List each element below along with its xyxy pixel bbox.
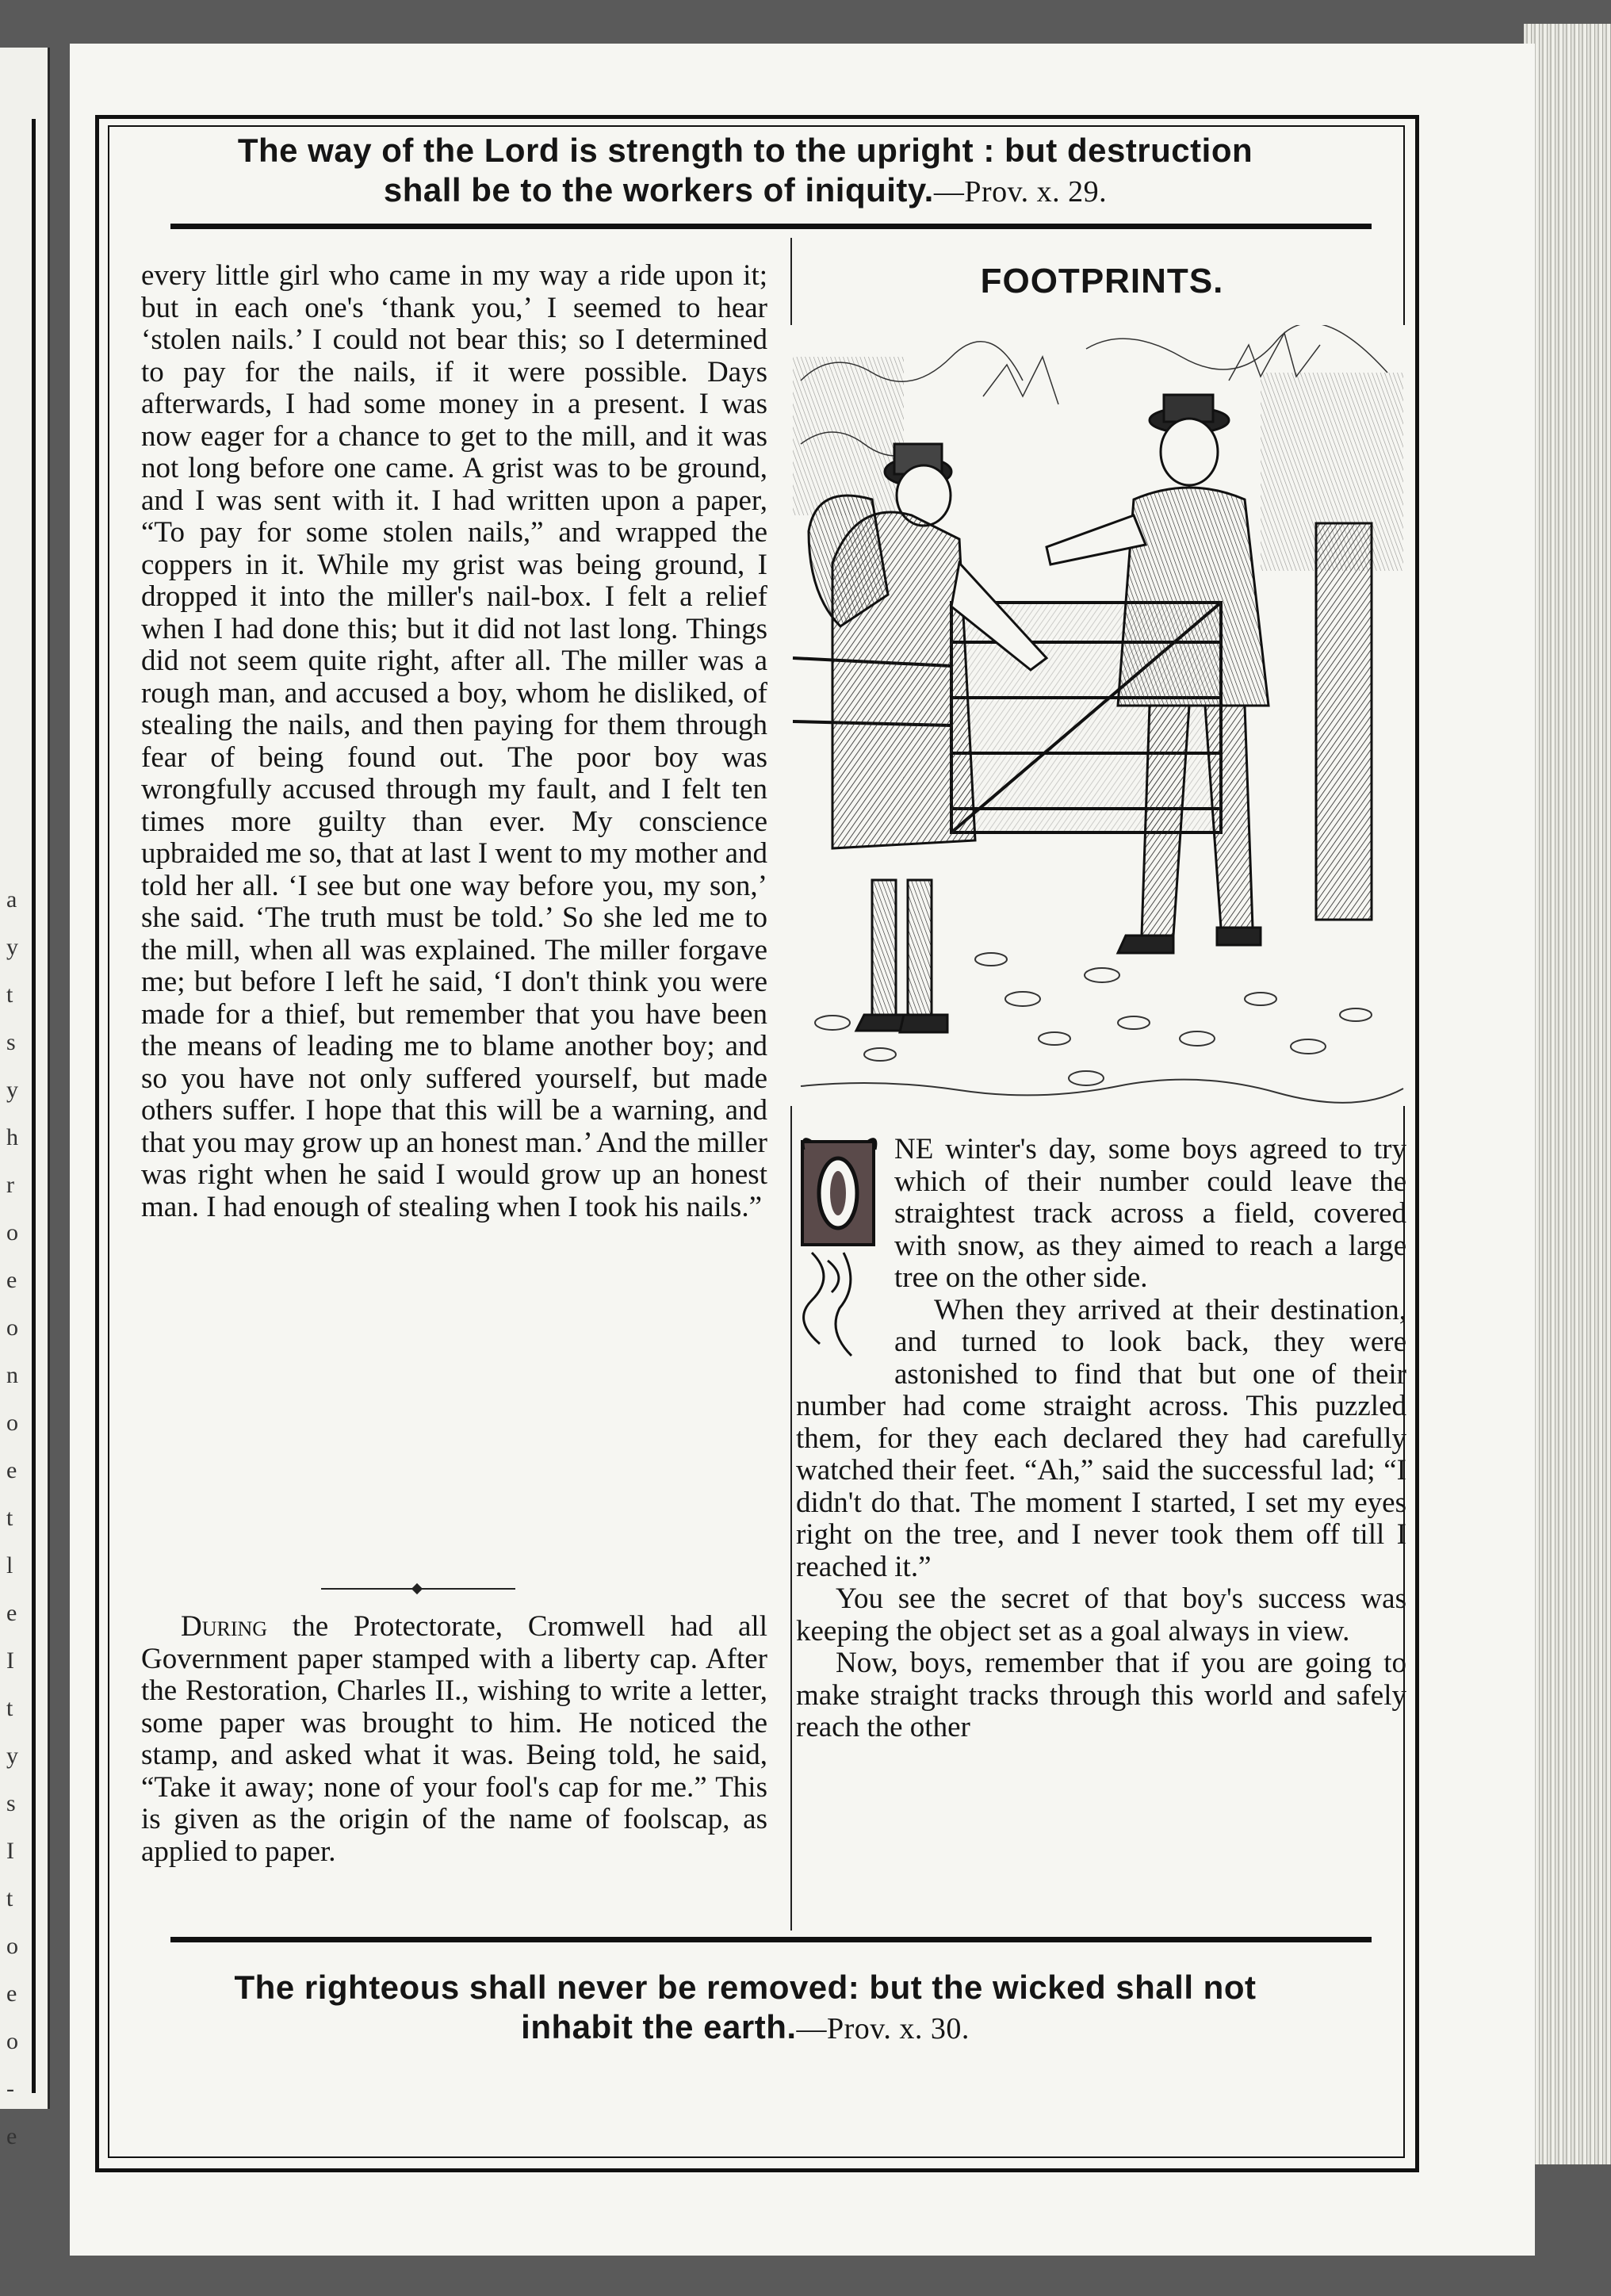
adjacent-page-fragment: e (6, 1457, 17, 1483)
adjacent-page-fragment: h (6, 1124, 18, 1150)
left-column (141, 260, 767, 1223)
cromwell-paragraph (141, 1611, 767, 1868)
story-ending-paragraph: every little girl who came in my way a ride upon it; but in each one's ‘thank you,’ I seemed to hear ‘stolen nails.’ I could not bear this; so I determined to pay for the nails, if it were possible. Days afterwards, I had some money in a present. I was now eager for a chance to get to the mill, and it was not long before one came. A grist was to be ground, and I was sent with it. I had written upon a paper, “To pay for some stolen nails,” and wrapped the coppers in it. While my grist was being ground, I dropped it into the miller's nail-box. I felt a relief when I had done this; but it did not last long. Things did not seem quite right, after all. The miller was a rough man, and accused a boy, whom he disliked, of stealing the nails, and then paying for them through fear of being found out. The poor boy was wrongfully accused through my fault, and I felt ten times more guilty than ever. My conscience upbraided me so, that at last I went to my mother and told her all. ‘I see but one way before you, my son,’ she said. ‘The truth must be told.’ So she led me to the mill, when all was explained. The miller forgave me; but before I left he said, ‘I don't think you were made for a thief, but remember that you have been the means of leading me to blame another boy; and so you have not only suffered yourself, but made others suffer. I hope that this will be a warning, and that you may grow up an honest man.’ And the miller was right when he said I would grow up an honest man. I had enough of stealing when I took his nails.” (141, 259, 767, 1223)
section-separator-ornament (321, 1588, 515, 1590)
adjacent-page-fragment: I (6, 1647, 14, 1674)
adjacent-page-fragment: e (6, 1267, 17, 1293)
adjacent-page-fragment: n (6, 1362, 18, 1388)
cromwell-text: the Protectorate, Cromwell had all Government paper stamped with a liberty cap. After the Restoration, Charles II., wishing to write a letter, some paper was brought to him. He noticed the stamp, and asked what it was. Being told, he said, “Take it away; none of your fool's cap for me.” This is given as the origin of the name of foolscap, as applied to paper. (141, 1610, 767, 1868)
adjacent-page-fragment: e (6, 2123, 17, 2149)
top-verse-reference: —Prov. x. 29. (933, 175, 1108, 209)
adjacent-page-fragment: l (6, 1552, 13, 1578)
adjacent-page-fragment: o (6, 2028, 18, 2054)
footprints-paragraph-3: You see the secret of that boy's success was keeping the object set as a goal always in view. (796, 1582, 1406, 1647)
adjacent-page-fragment: I (6, 1838, 14, 1864)
adjacent-page-fragment: o (6, 1314, 18, 1341)
book-page-edges (1524, 24, 1611, 2164)
top-scripture-verse (135, 131, 1356, 212)
adjacent-page-fragment: y (6, 1743, 18, 1769)
top-verse-line1: The way of the Lord is strength to the upright : but destruction (237, 132, 1253, 169)
adjacent-page-fragment: e (6, 1980, 17, 2007)
cromwell-lead-word: During (181, 1610, 268, 1643)
adjacent-page-fragment: o (6, 1933, 18, 1959)
article-title: FOOTPRINTS. (980, 262, 1224, 300)
adjacent-page-fragment: - (6, 2076, 14, 2102)
bottom-verse-reference: —Prov. x. 30. (796, 2012, 970, 2045)
adjacent-page-fragment: a (6, 886, 17, 913)
adjacent-page-fragment: y (6, 934, 18, 960)
adjacent-page-fragment: o (6, 1410, 18, 1436)
adjacent-page-fragment: s (6, 1790, 16, 1816)
footprints-paragraph-1: NE winter's day, some boys agreed to try which of their number could leave the straightest track across a field, covered with snow, as they aimed to reach a large tree on the other side. (894, 1133, 1406, 1294)
top-verse-line2: shall be to the workers of iniquity. (383, 171, 934, 209)
footprints-paragraph-2: When they arrived at their destination, and turned to look back, they were astonished to find that but one of their number had come straight across. This puzzled them, for they each declared they had carefully watched their feet. “Ah,” said the successful lad; “I didn't do that. The moment I started, I set my eyes right on the tree, and I never took them off till I reached it.” (796, 1293, 1406, 1583)
top-verse-line2-wrap (135, 170, 1356, 212)
ornamental-drop-cap (796, 1134, 883, 1372)
adjacent-page-fragment: y (6, 1077, 18, 1103)
footprints-paragraph-4: Now, boys, remember that if you are going to make straight tracks through this world and safely reach the other (796, 1647, 1406, 1743)
adjacent-page-fragment: o (6, 1219, 18, 1246)
bottom-rule (170, 1937, 1372, 1942)
bottom-verse-line2-wrap (135, 2007, 1356, 2049)
bottom-scripture-verse (135, 1968, 1356, 2049)
bottom-verse-line2: inhabit the earth. (521, 2008, 797, 2045)
bottom-verse-line1: The righteous shall never be removed: but the wicked shall not (234, 1969, 1257, 2006)
cromwell-anecdote (141, 1611, 767, 1868)
adjacent-page-edge (0, 48, 50, 2149)
adjacent-page-fragment: e (6, 1600, 17, 1626)
adjacent-page-fragment: r (6, 1172, 14, 1198)
right-column (796, 1134, 1406, 1744)
top-rule (170, 224, 1372, 229)
adjacent-page-fragment: t (6, 1885, 13, 1911)
adjacent-page-fragment: t (6, 1695, 13, 1721)
adjacent-page-fragment: t (6, 982, 13, 1008)
adjacent-page-fragment: s (6, 1029, 16, 1055)
footprints-engraving (785, 325, 1411, 1110)
adjacent-page-fragment: t (6, 1505, 13, 1531)
